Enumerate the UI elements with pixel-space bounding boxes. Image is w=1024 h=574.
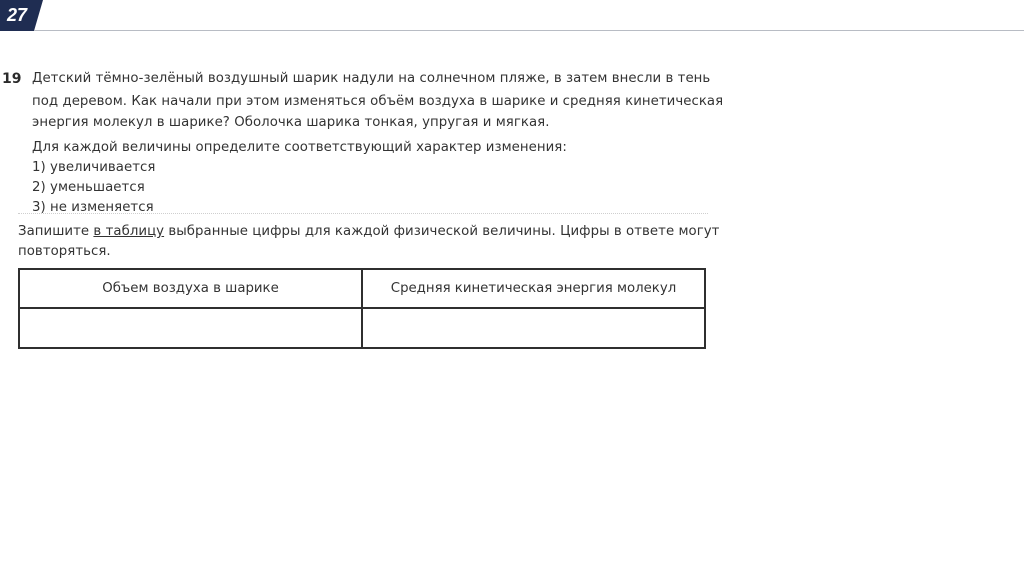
table-header-row — [19, 269, 705, 308]
condition-line-2: под деревом. Как начали при этом изменяться объём воздуха в шарике и средняя кинетическая — [32, 94, 724, 109]
instruction-text: Для каждой величины определите соответствующий характер изменения: — [32, 140, 567, 155]
condition-line-3: энергия молекул в шарике? Оболочка шарика тонкая, упругая и мягкая. — [32, 115, 550, 130]
condition-line-1: Детский тёмно-зелёный воздушный шарик надули на солнечном пляже, в затем внесли в тень — [32, 71, 711, 86]
slide-number-badge: 27 — [0, 0, 34, 31]
table-answer-row — [19, 308, 705, 348]
scan-separator — [18, 213, 708, 215]
record-prefix: Запишите — [18, 224, 94, 239]
option-decreases: 2) уменьшается — [32, 180, 145, 195]
task-number: 19 — [2, 71, 22, 87]
answer-table — [18, 268, 706, 349]
answer-cell-kinetic-energy[interactable] — [362, 308, 705, 348]
option-increases: 1) увеличивается — [32, 160, 156, 175]
answer-cell-air-volume[interactable] — [19, 308, 362, 348]
record-suffix: выбранные цифры для каждой физической величины. Цифры в ответе могут — [164, 224, 720, 239]
header-kinetic-energy: Средняя кинетическая энергия молекул — [362, 269, 705, 308]
header-air-volume: Объем воздуха в шарике — [19, 269, 362, 308]
record-instruction-line-2: повторяться. — [18, 244, 111, 259]
table-reference: в таблицу — [93, 224, 165, 239]
header-divider — [34, 30, 1024, 31]
record-instruction — [18, 224, 719, 239]
option-unchanged: 3) не изменяется — [32, 200, 154, 215]
